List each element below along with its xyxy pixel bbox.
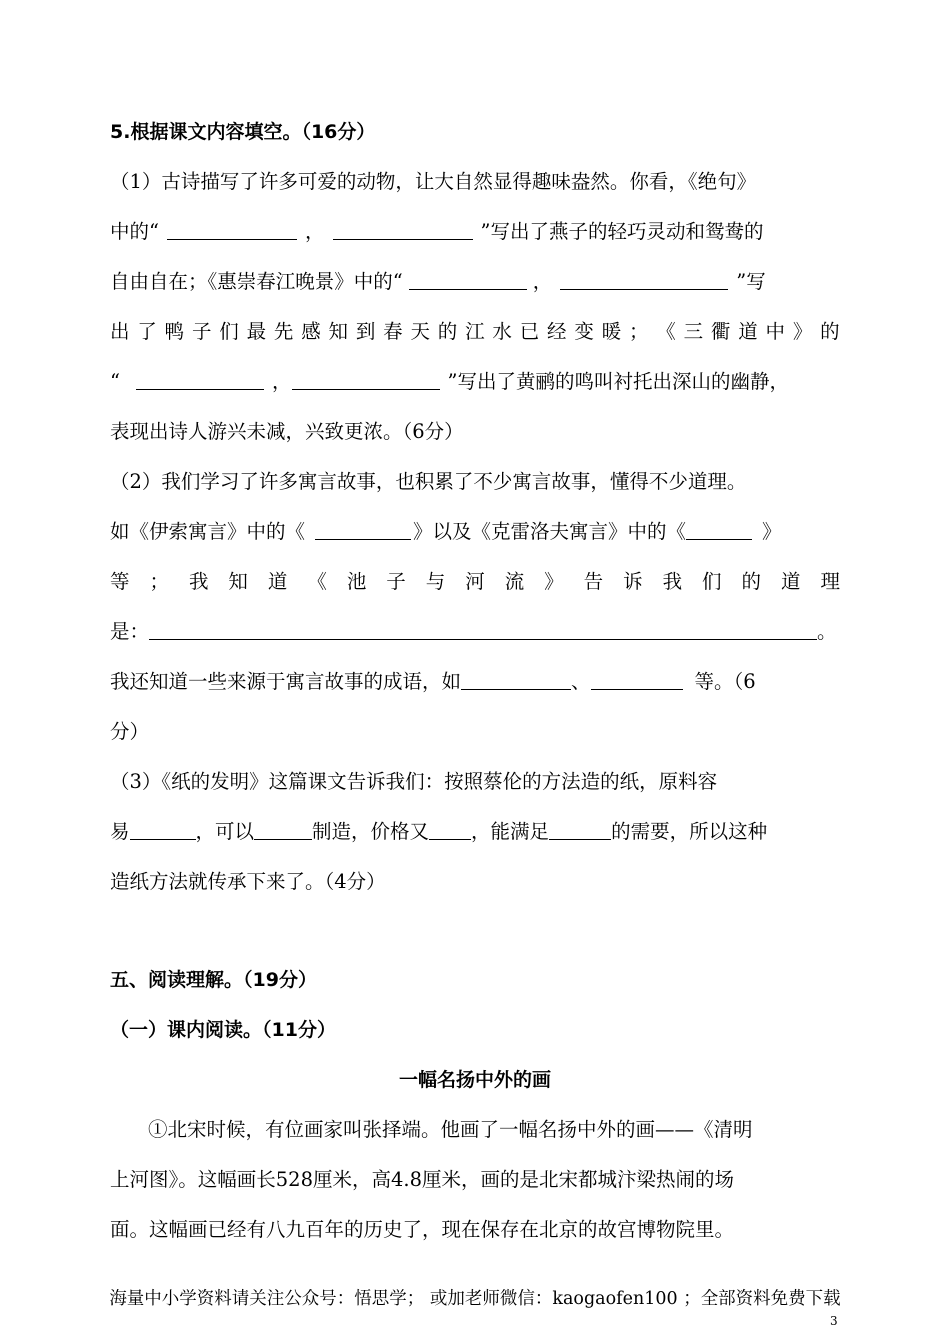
text-segment: ，能满足	[471, 820, 550, 843]
spread-char: 们	[219, 320, 239, 343]
spread-char: 中	[765, 320, 786, 343]
spread-char: 知	[328, 320, 349, 343]
spread-char: 流	[504, 570, 525, 593]
q5-part2-line4	[110, 618, 840, 646]
blank-line[interactable]	[167, 219, 297, 240]
blank-line[interactable]	[333, 219, 473, 240]
spread-char: 最	[246, 320, 267, 343]
text-segment: 我还知道一些来源于寓言故事的成语，如	[110, 670, 462, 693]
section-5-subtitle: （一）课内阅读。（11分）	[110, 1019, 336, 1041]
spread-char: 河	[465, 570, 485, 593]
spread-char: 春	[383, 320, 403, 343]
spread-char: 到	[355, 320, 376, 343]
spread-char: 水	[492, 320, 512, 343]
q5-part1-line5	[110, 368, 840, 396]
q5-part1-line2	[110, 218, 840, 246]
spread-char: 江	[465, 320, 485, 343]
spread-char: 告	[583, 570, 604, 593]
text-segment: 是：	[110, 620, 150, 643]
blank-line[interactable]	[429, 819, 471, 840]
spread-char: 天	[410, 320, 430, 343]
q5-part2-line1: （2）我们学习了许多寓言故事，也积累了不少寓言故事，懂得不少道理。	[110, 470, 747, 493]
text-segment: ，	[304, 220, 325, 243]
spread-char: 的	[820, 320, 840, 343]
spread-char: 道	[267, 570, 288, 593]
text-segment: 、	[571, 670, 591, 693]
article-para1-line3: 面。这幅画已经有八九百年的历史了，现在保存在北京的故宫博物院里。	[110, 1218, 735, 1241]
text-segment: 》以及《克雷洛夫寓言》中的《	[413, 520, 687, 543]
spread-char: 的	[437, 320, 458, 343]
spread-char: 《	[307, 570, 327, 593]
text-segment: ，可以	[195, 820, 255, 843]
spread-char: 的	[741, 570, 762, 593]
q5-part1-line6: 表现出诗人游兴未减，兴致更浓。（6分）	[110, 420, 464, 443]
blank-line[interactable]	[136, 369, 264, 390]
text-segment: ，	[532, 270, 553, 293]
blank-line[interactable]	[409, 269, 527, 290]
spread-char: 我	[662, 570, 683, 593]
blank-line[interactable]	[591, 669, 683, 690]
blank-line[interactable]	[686, 519, 752, 540]
article-para1-line1: ①北宋时候，有位画家叫张择端。他画了一幅名扬中外的画——《清明	[148, 1118, 753, 1141]
text-segment: 易	[110, 820, 130, 843]
q5-part2-line3	[110, 568, 840, 596]
text-segment: ”写	[736, 270, 766, 293]
section-5-title: 五、阅读理解。（19分）	[110, 969, 317, 991]
spread-char: 了	[137, 320, 157, 343]
blank-line[interactable]	[315, 519, 411, 540]
text-segment: 》	[762, 520, 782, 543]
spread-char: 感	[301, 320, 321, 343]
q5-part1-line4	[110, 318, 840, 346]
footer-note: 海量中小学资料请关注公众号：悟思学； 或加老师微信：kaogaofen100 ；全部资料免费下载	[109, 1289, 841, 1309]
spread-char: 三	[683, 320, 704, 343]
text-segment: “	[110, 370, 120, 393]
spread-char: 出	[110, 320, 130, 343]
article-para1-line2: 上河图》。这幅画长528厘米，高4.8厘米，画的是北宋都城汴梁热闹的场	[110, 1168, 734, 1191]
spread-char: 经	[547, 320, 567, 343]
spread-char: ；	[149, 570, 169, 593]
q5-part3-line1: （3）《纸的发明》这篇课文告诉我们：按照蔡伦的方法造的纸，原料容	[110, 770, 718, 793]
spread-char: 变	[574, 320, 594, 343]
blank-line[interactable]	[149, 619, 817, 640]
spread-char: 道	[780, 570, 801, 593]
question-5-title: 5.根据课文内容填空。（16分）	[110, 121, 376, 143]
spread-char: 《	[656, 320, 676, 343]
text-segment: 自由自在；《惠崇春江晚景》中的“	[110, 270, 403, 293]
text-segment: ”写出了燕子的轻巧灵动和鸳鸯的	[480, 220, 764, 243]
text-segment: 如《伊索寓言》中的《	[110, 520, 306, 543]
q5-part2-line2	[110, 518, 840, 546]
spread-char: 子	[191, 320, 212, 343]
page-number: 3	[830, 1314, 838, 1328]
spread-char: 暖	[601, 320, 622, 343]
spread-char: 诉	[623, 570, 643, 593]
q5-part2-line6: 分）	[110, 720, 150, 743]
q5-part3-line2	[110, 818, 840, 846]
blank-line[interactable]	[560, 269, 728, 290]
q5-part1-line3	[110, 268, 840, 296]
text-segment: ，	[271, 370, 292, 393]
article-title: 一幅名扬中外的画	[398, 1069, 551, 1091]
text-segment: 制造，价格又	[312, 820, 430, 843]
q5-part3-line3: 造纸方法就传承下来了。（4分）	[110, 870, 386, 893]
spread-char: 衢	[710, 320, 731, 343]
q5-part1-line1: （1）古诗描写了许多可爱的动物，让大自然显得趣味盎然。你看，《绝句》	[110, 170, 757, 193]
spread-char: 鸭	[164, 320, 185, 343]
spread-char: 》	[792, 320, 813, 343]
spread-char: 先	[273, 320, 294, 343]
spread-char: 已	[519, 320, 540, 343]
spread-char: 们	[702, 570, 722, 593]
q5-part2-line5	[110, 668, 840, 696]
blank-line[interactable]	[254, 819, 312, 840]
spread-char: 理	[820, 570, 840, 593]
spread-char: 子	[386, 570, 406, 593]
spread-char: 道	[738, 320, 758, 343]
spread-char: 等	[110, 570, 130, 593]
blank-line[interactable]	[292, 369, 440, 390]
spread-char: 池	[346, 570, 367, 593]
spread-char: 我	[188, 570, 209, 593]
blank-line[interactable]	[130, 819, 196, 840]
blank-line[interactable]	[461, 669, 571, 690]
spread-char: ；	[628, 320, 649, 343]
spread-char: 》	[544, 570, 564, 593]
text-segment: 的需要，所以这种	[611, 820, 768, 843]
text-segment: 等。（6	[694, 670, 756, 693]
blank-line[interactable]	[549, 819, 611, 840]
spread-char: 与	[425, 570, 446, 593]
text-segment: ”写出了黄鹂的鸣叫衬托出深山的幽静，	[447, 370, 789, 393]
text-segment: 中的“	[110, 220, 159, 243]
text-segment: 。	[817, 620, 837, 643]
spread-char: 知	[228, 570, 248, 593]
